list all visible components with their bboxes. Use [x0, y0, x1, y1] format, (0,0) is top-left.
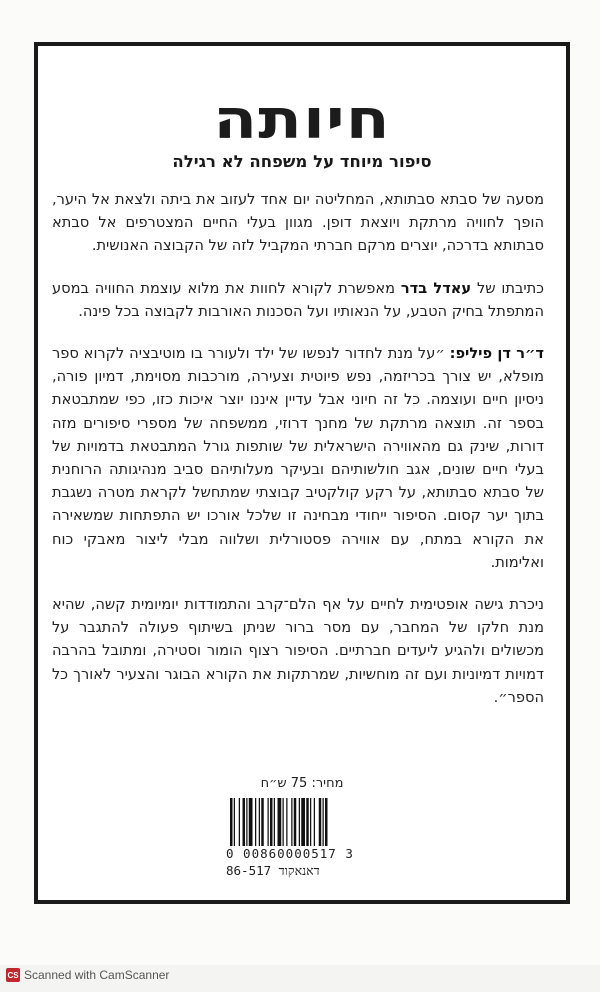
- book-title: חיותה: [213, 88, 391, 152]
- barcode-bars-icon: [228, 798, 386, 846]
- reviewer-name: ד״ר דן פיליפ:: [449, 345, 545, 363]
- blurb-paragraph-3: [52, 342, 544, 574]
- barcode-publisher-code: דאנאקוד 86-517: [226, 863, 320, 878]
- paragraph-2-text: מאפשרת לקורא לחוות את מלוא עוצמת החוויה במסע המתפתל בחיק הטבע, על הנאותיו ועל הסכנות האורבות לקבוצה בכל פינה.: [52, 279, 544, 320]
- barcode-number: 0 00860000517 3: [226, 846, 354, 861]
- book-subtitle: סיפור מיוחד על משפחה לא רגילה: [172, 152, 432, 171]
- blurb-paragraph-1: מסעה של סבתא סבתותא, המחליטה יום אחד לעזוב את ביתה ולצאת אל היער, הופך לחוויה מרתקת ויוצאת דופן. מגוון בעלי החיים המצטרפים אל סבתא סבתותא בדרכה, יוצרים מרקם חברתי המקביל לזה של הקבוצה האנושית.: [52, 191, 544, 255]
- cover-frame: [34, 42, 570, 904]
- blurb-body: [52, 188, 544, 728]
- scanner-watermark: [6, 968, 169, 982]
- price-label: מחיר: 75 ש״ח: [260, 776, 344, 791]
- paragraph-2-intro: כתיבתו של: [471, 279, 544, 297]
- review-text: ״על מנת לחדור לנפשו של ילד ולעורר בו מוטיבציה לקרוא ספר מופלא, יש צורך בכריזמה, נפש פיוטית וצעירה, מורכבות מסוימת, דמיון פורה, ניסיון חיים ועוצמה. כל זה חיוני אבל עדיין איננו יוצר איכות כזו, כפי שמתבטאת בספר זה. תוצאה מרתקת של מחנך דרוזי, ממשפחה של מספרי סיפורים מזה דורות, שינק גם מהאווירה הישראלית של שותפות גורל המתבטאת בדמויות של בעלי חיים שונים, אגב חולשותיהם ובעיקר מעלותיהם סביב מנהיגותה הרוחנית של סבתא סבתותא, על רקע קולקטיב קבוצתי שמתחשל לקראת מטרה נשגבת בתוך יער קסום. הסיפור ייחודי מבחינה זו שלכל אורכו יש התפתחות שמשאירה את הקורא במתח, עם אווירה פסטורלית ושלווה מבלי ליצור מאבקי כוח ואלימות.: [52, 345, 544, 571]
- blurb-paragraph-2: [52, 277, 544, 323]
- author-name: עאדל בדר: [400, 279, 472, 297]
- scanner-label: Scanned with CamScanner: [24, 968, 170, 982]
- blurb-paragraph-4: ניכרת גישה אופטימית לחיים על אף הלם־קרב והתמודדות יומיומית קשה, שהיא מנת חלקו של המחבר, עם מסר ברור שניתן בשיתוף פעולה להתגבר על מכשולים ולהגיע ליעדים חברתיים. הסיפור רצוף הומור וסטירה, ומתובל בהרבה דמויות דמיוניות ועם זה מוחשיות, שמרתקות את הקורא הבוגר והצעיר לאורך כל הספר״.: [52, 596, 544, 706]
- camscanner-logo-icon: CS: [6, 968, 20, 982]
